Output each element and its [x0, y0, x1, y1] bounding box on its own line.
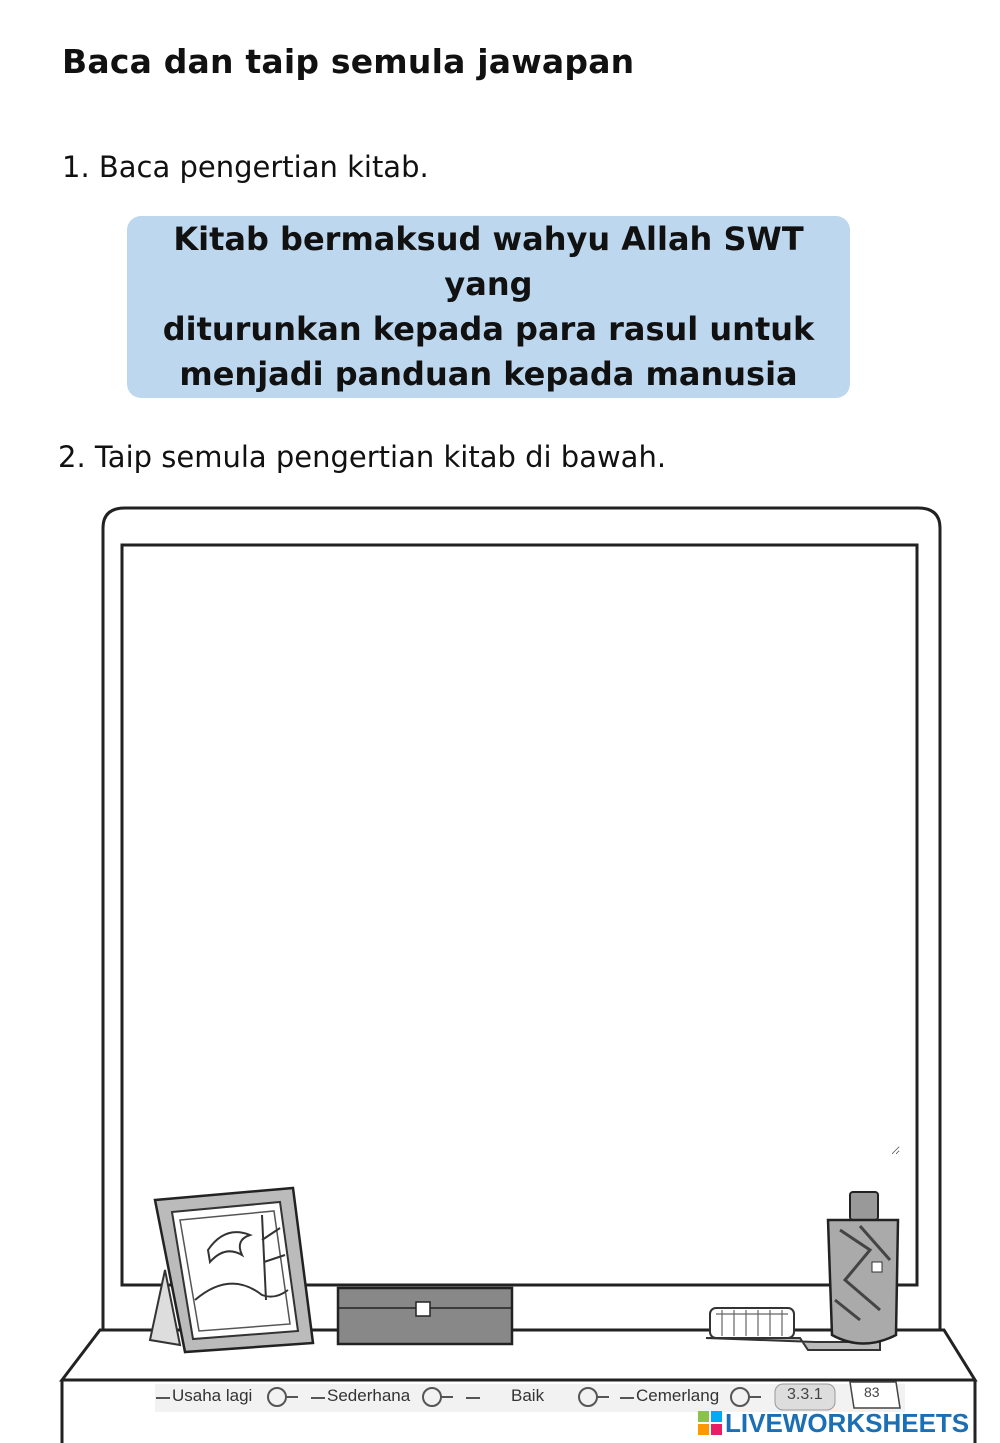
rating-label: Cemerlang: [636, 1386, 720, 1405]
picture-frame-icon: [150, 1188, 313, 1352]
question-2: 2. Taip semula pengertian kitab di bawah.: [58, 440, 667, 474]
box-icon: [338, 1288, 512, 1344]
answer-input[interactable]: [155, 580, 900, 1155]
definition-line: Kitab bermaksud wahyu Allah SWT yang: [173, 220, 804, 303]
definition-line: menjadi panduan kepada manusia: [179, 355, 798, 393]
definition-box: [127, 216, 850, 398]
rating-label: Sederhana: [327, 1386, 411, 1405]
logo-icon: [698, 1411, 722, 1435]
definition-line: diturunkan kepada para rasul untuk: [162, 310, 815, 348]
page-number: 83: [864, 1384, 880, 1400]
rating-label: Usaha lagi: [172, 1386, 253, 1405]
liveworksheets-logo: [698, 1408, 969, 1438]
question-1: 1. Baca pengertian kitab.: [62, 150, 429, 184]
worksheet-title: Baca dan taip semula jawapan: [62, 42, 635, 81]
standard-code: 3.3.1: [787, 1386, 823, 1403]
brand-name: LIVEWORKSHEETS: [725, 1407, 970, 1438]
rating-label: Baik: [511, 1386, 545, 1405]
